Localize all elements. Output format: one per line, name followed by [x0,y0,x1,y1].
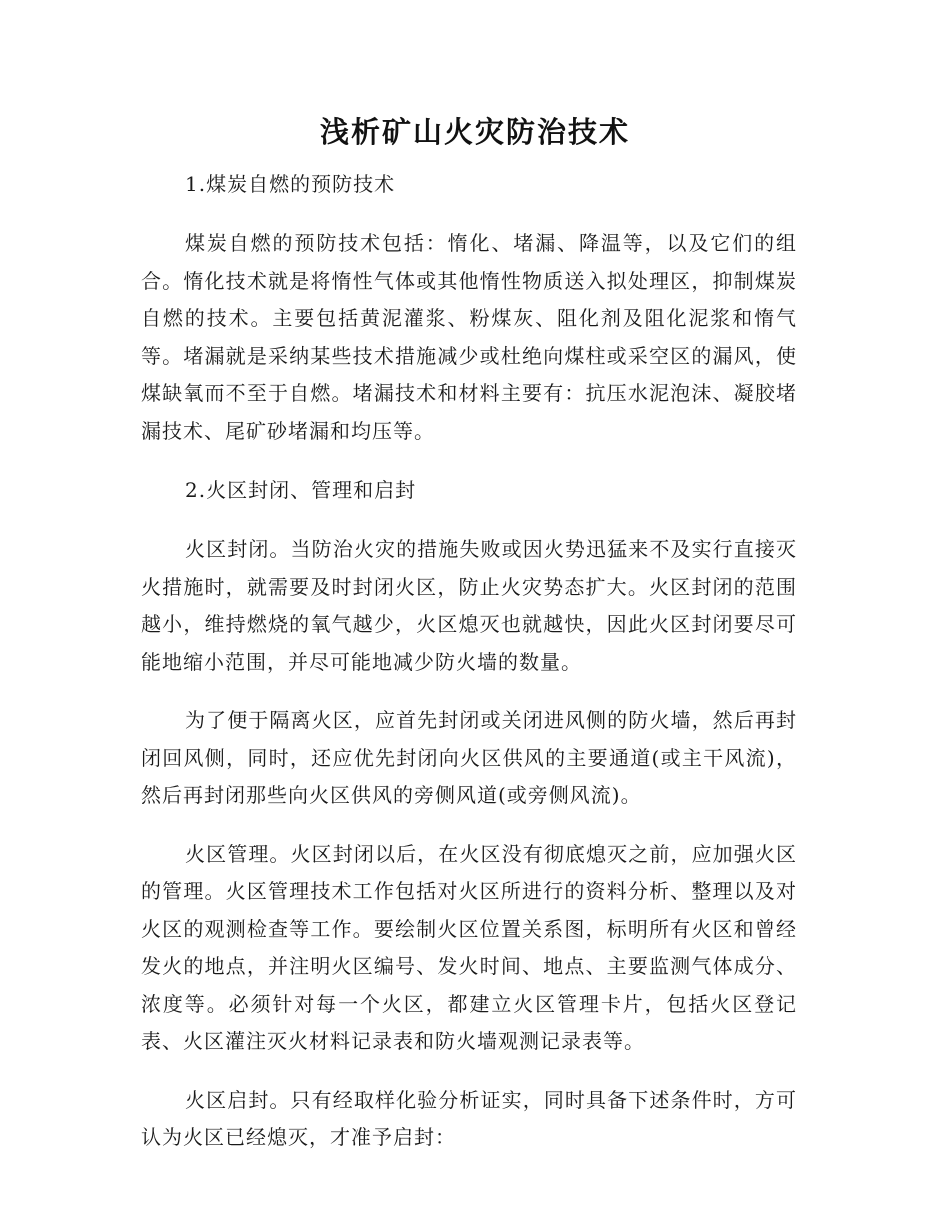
document-body [141,165,797,1178]
paragraph: 煤炭自燃的预防技术包括：惰化、堵漏、降温等，以及它们的组合。惰化技术就是将惰性气体或其他惰性物质送入拟处理区，抑制煤炭自燃的技术。主要包括黄泥灌浆、粉煤灰、阻化剂及阻化泥浆和惰气等。堵漏就是采纳某些技术措施减少或杜绝向煤柱或采空区的漏风，使煤缺氧而不至于自燃。堵漏技术和材料主要有：抗压水泥泡沫、凝胶堵漏技术、尾矿砂堵漏和均压等。 [141,231,797,443]
paragraph: 为了便于隔离火区，应首先封闭或关闭进风侧的防火墙，然后再封闭回风侧，同时，还应优先封闭向火区供风的主要通道(或主干风流)，然后再封闭那些向火区供风的旁侧风道(或旁侧风流)。 [141,708,797,807]
document-title: 浅析矿山火灾防治技术 [319,115,630,149]
section-heading: 1.煤炭自燃的预防技术 [185,172,396,196]
paragraph: 火区封闭。当防治火灾的措施失败或因火势迅猛来不及实行直接灭火措施时，就需要及时封闭火区，防止火灾势态扩大。火区封闭的范围越小，维持燃烧的氧气越少，火区熄灭也就越快，因此火区封闭要尽可能地缩小范围，并尽可能地减少防火墙的数量。 [141,537,797,674]
paragraph: 火区启封。只有经取样化验分析证实，同时具备下述条件时，方可认为火区已经熄灭，才准予启封： [141,1087,797,1149]
section-heading: 2.火区封闭、管理和启封 [185,478,417,502]
paragraph: 火区管理。火区封闭以后，在火区没有彻底熄灭之前，应加强火区的管理。火区管理技术工作包括对火区所进行的资料分析、整理以及对火区的观测检查等工作。要绘制火区位置关系图，标明所有火区和曾经发火的地点，并注明火区编号、发火时间、地点、主要监测气体成分、浓度等。必须针对每一个火区，都建立火区管理卡片，包括火区登记表、火区灌注灭火材料记录表和防火墙观测记录表等。 [141,841,797,1053]
